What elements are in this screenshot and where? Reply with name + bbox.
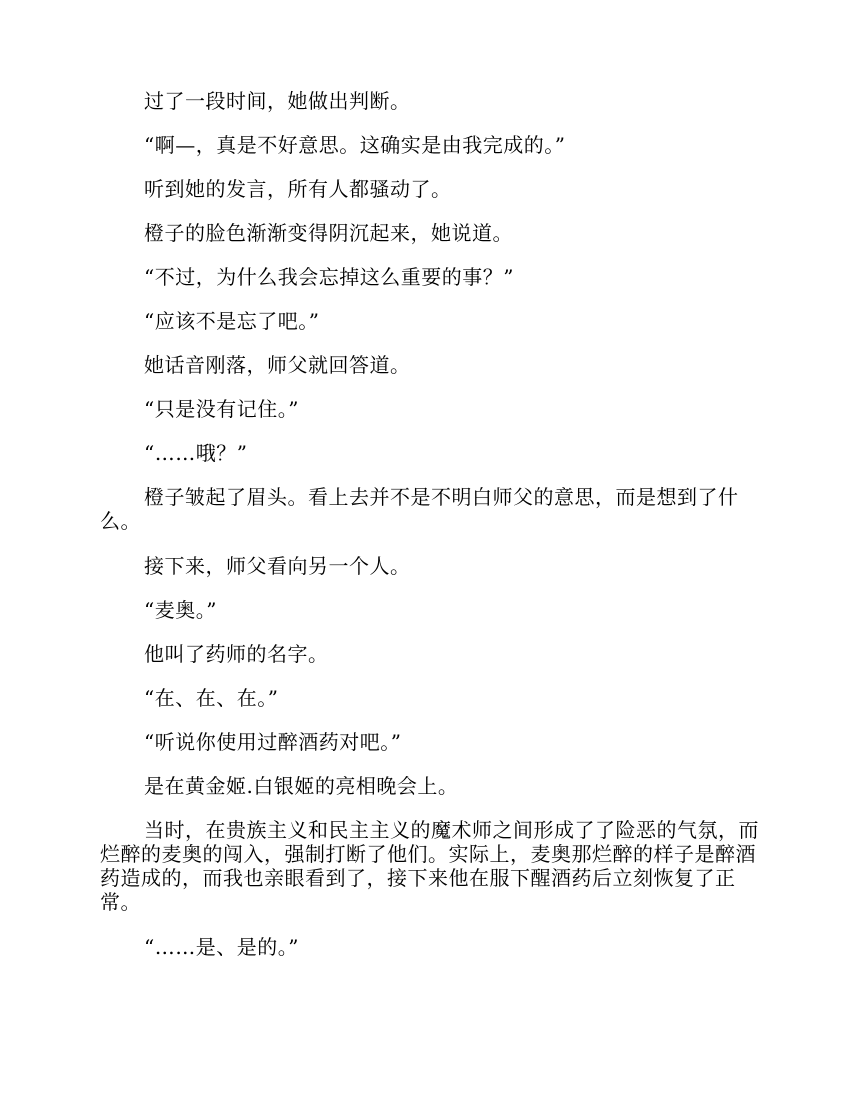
paragraph: “麦奥。”: [144, 598, 217, 622]
paragraph: 当时，在贵族主义和民主主义的魔术师之间形成了了险恶的气氛，而烂醉的麦奥的闯入，强制打断了他们。实际上，麦奥那烂醉的样子是醉酒药造成的，而我也亲眼看到了，接下来他在服下醒酒药后立刻恢复了正常。: [100, 818, 759, 914]
paragraph: “啊—，真是不好意思。这确实是由我完成的。”: [144, 133, 566, 157]
paragraph: “……哦？”: [144, 441, 248, 465]
paragraph: 听到她的发言，所有人都骚动了。: [144, 177, 452, 201]
paragraph: 是在黄金姬.白银姬的亮相晚会上。: [144, 774, 459, 798]
paragraph: 她话音刚落，师父就回答道。: [144, 353, 411, 377]
paragraph: “……是、是的。”: [144, 935, 299, 959]
paragraph: “只是没有记住。”: [144, 397, 299, 421]
paragraph: “在、在、在。”: [144, 686, 279, 710]
paragraph: 橙子皱起了眉头。看上去并不是不明白师父的意思，而是想到了什么。: [100, 485, 739, 533]
paragraph: 接下来，师父看向另一个人。: [144, 554, 411, 578]
paragraph: “听说你使用过醉酒药对吧。”: [144, 730, 402, 754]
paragraph: “不过，为什么我会忘掉这么重要的事？”: [144, 265, 514, 289]
text-body: [100, 89, 776, 979]
paragraph: 过了一段时间，她做出判断。: [144, 89, 411, 113]
paragraph: “应该不是忘了吧。”: [144, 309, 320, 333]
paragraph: 橙子的脸色渐渐变得阴沉起来，她说道。: [144, 221, 513, 245]
paragraph: 他叫了药师的名字。: [144, 642, 329, 666]
